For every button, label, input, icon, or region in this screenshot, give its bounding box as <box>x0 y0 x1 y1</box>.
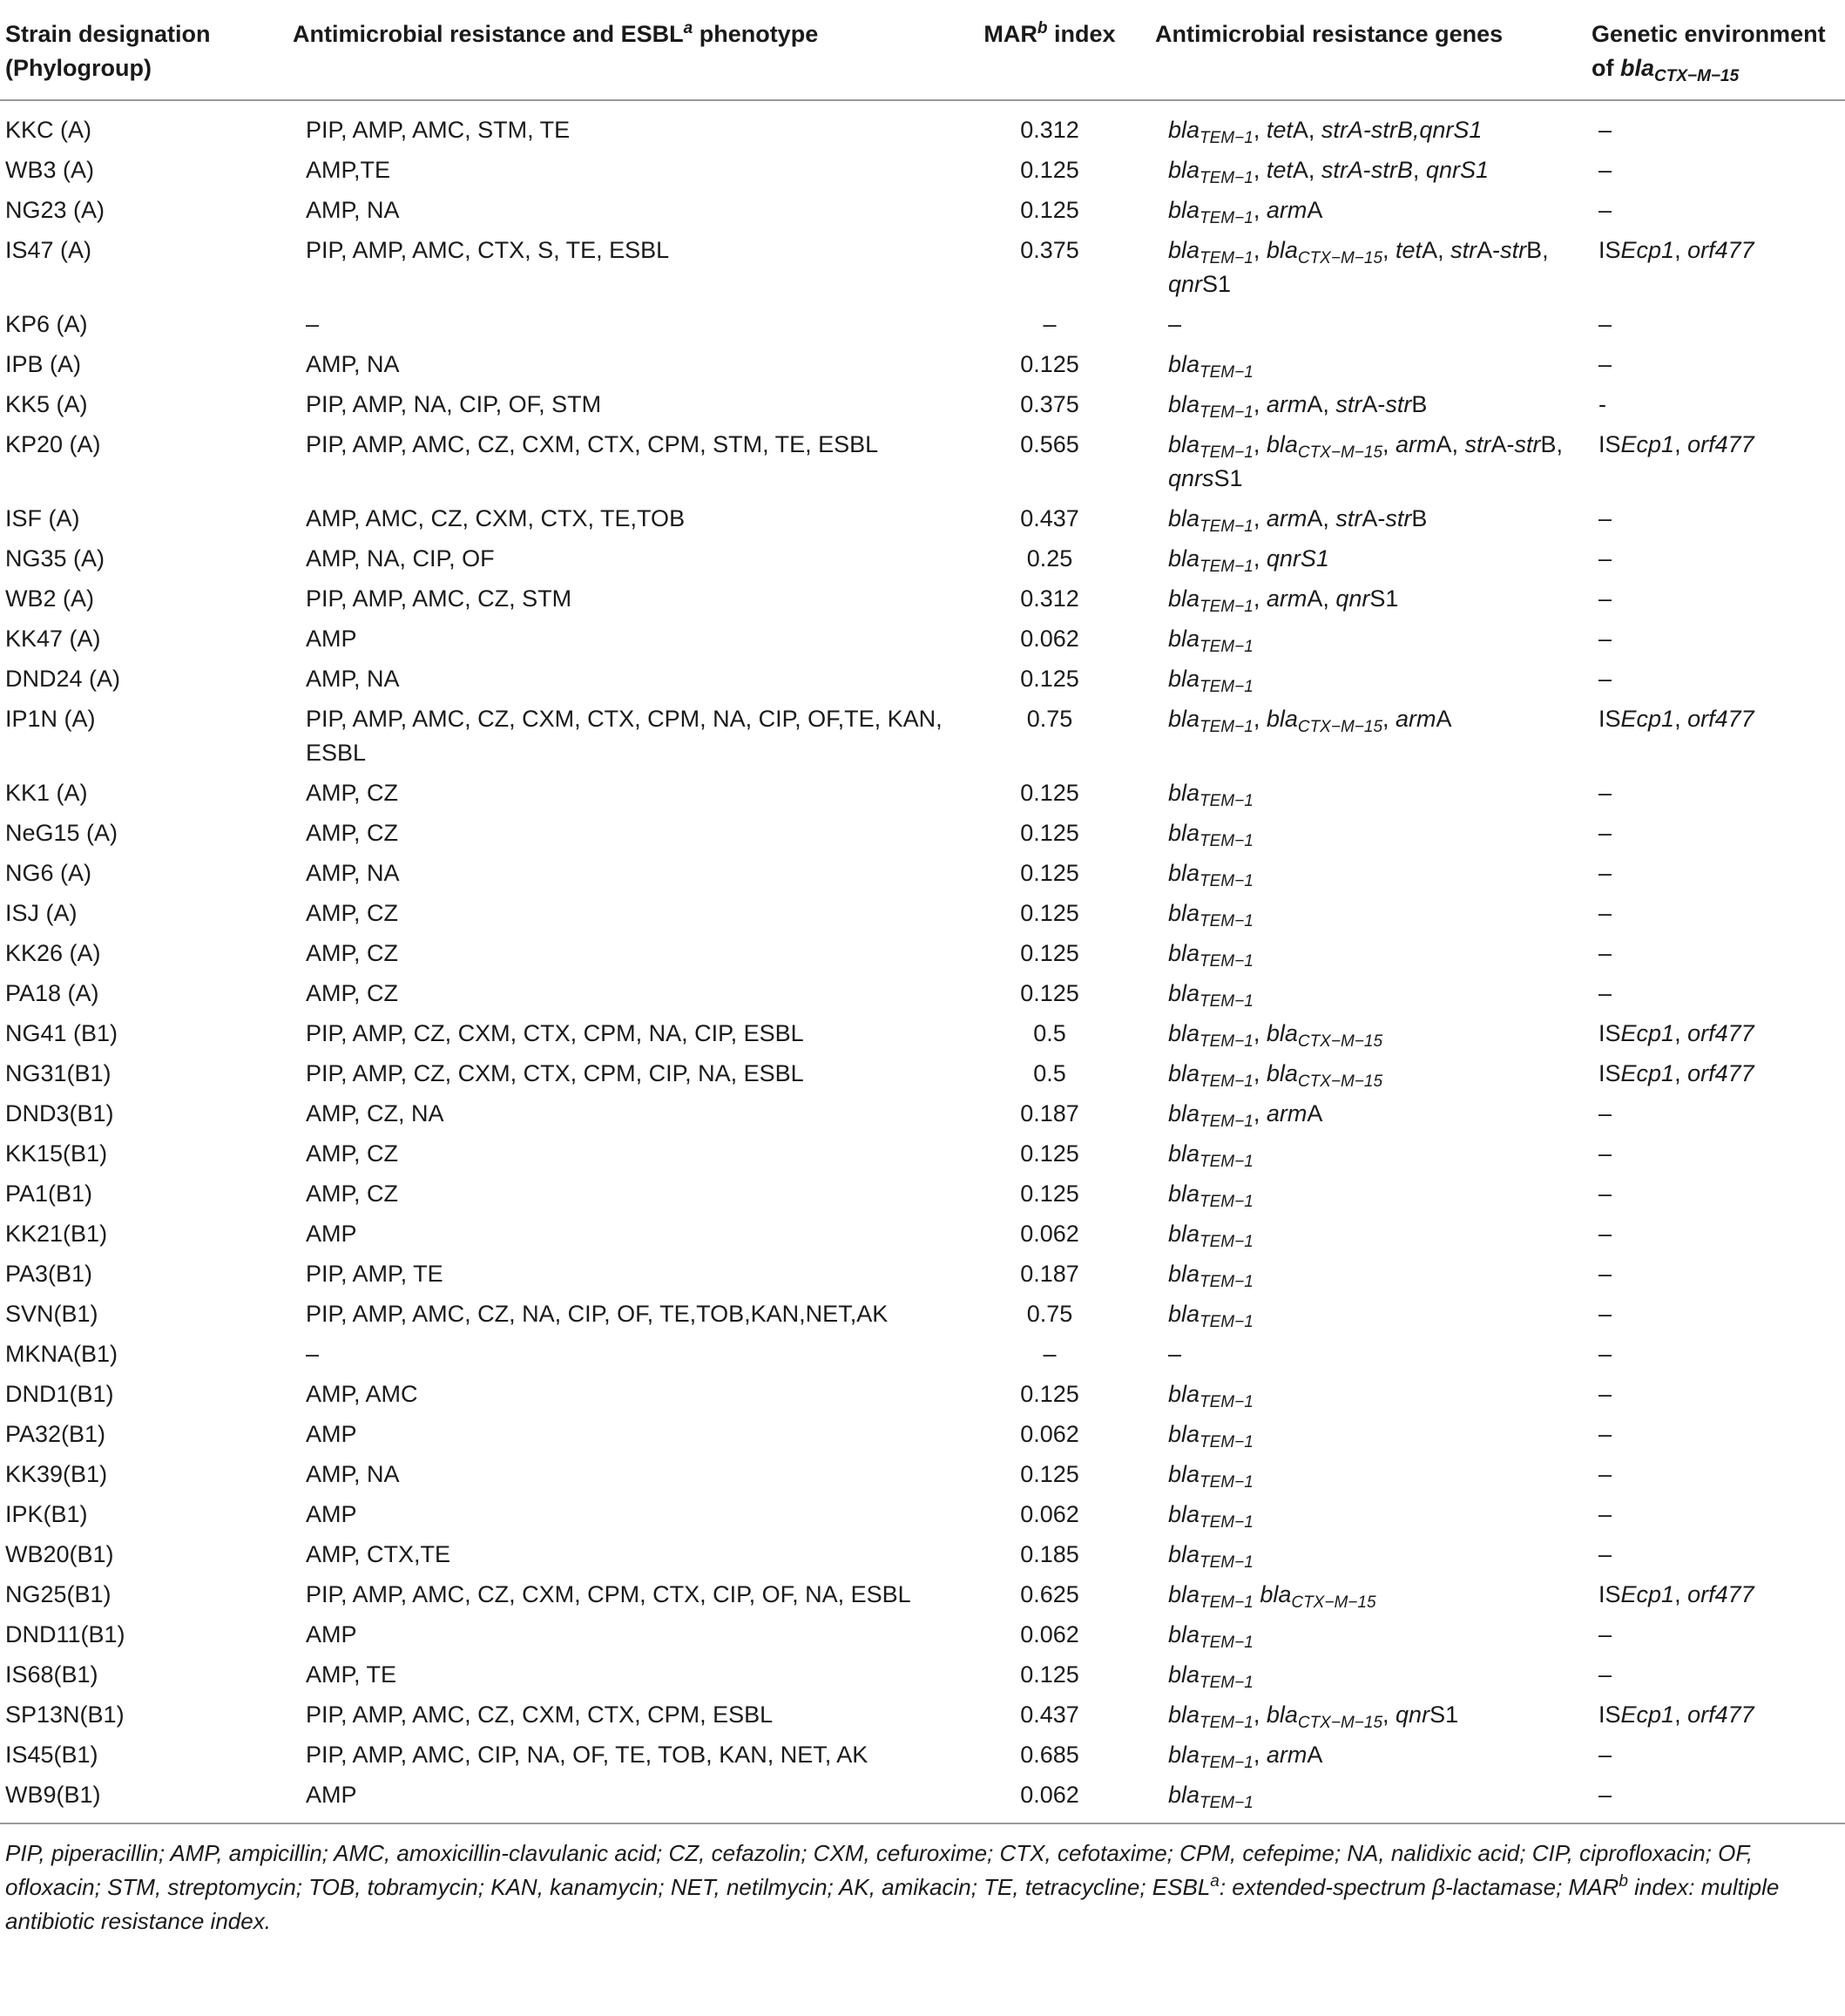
genes-cell: bla$_{TEM-1}$ <box>1168 1501 1254 1532</box>
table-row <box>0 1495 1845 1535</box>
strain-cell: IS45(B1) <box>5 1742 98 1768</box>
genetic-environment-cell: – <box>1598 1501 1612 1527</box>
genes-cell: bla$_{TEM-1}$, bla$_{CTX-M-15}$ <box>1168 1060 1383 1091</box>
phenotype-cell: AMP, CZ <box>306 900 399 926</box>
genetic-environment-cell: – <box>1598 1461 1612 1487</box>
mar-index-cell: 0.75 <box>1026 706 1073 732</box>
strain-cell: MKNA(B1) <box>5 1341 118 1367</box>
mar-index-cell: 0.125 <box>1020 820 1079 846</box>
mar-index-cell: 0.125 <box>1020 197 1079 223</box>
strain-cell: WB20(B1) <box>5 1541 114 1567</box>
table-row <box>0 934 1845 974</box>
genetic-environment-cell: – <box>1598 1221 1612 1247</box>
table-row <box>0 1776 1845 1816</box>
strain-cell: PA3(B1) <box>5 1261 93 1287</box>
table-row <box>0 894 1845 934</box>
genetic-environment-cell: – <box>1598 311 1612 337</box>
genes-cell: bla$_{TEM-1}$ <box>1168 1301 1254 1331</box>
genes-cell: bla$_{TEM-1}$, bla$_{CTX-M-15}$, armA <box>1168 706 1452 736</box>
table-row <box>0 305 1845 345</box>
phenotype-cell: PIP, AMP, AMC, CZ, CXM, CTX, CPM, ESBL <box>306 1701 774 1728</box>
strain-cell: KK47 (A) <box>5 626 101 652</box>
phenotype-cell: AMP, NA <box>306 1461 400 1487</box>
phenotype-cell: AMP, CZ <box>306 940 399 966</box>
mar-index-cell: 0.187 <box>1020 1261 1079 1287</box>
genetic-environment-cell: ISEcp1, orf477 <box>1598 1020 1754 1046</box>
genes-cell: bla$_{TEM-1}$, bla$_{CTX-M-15}$, tetA, strA-strB, qnrS1 <box>1168 237 1549 297</box>
phenotype-cell: AMP, NA <box>306 666 400 692</box>
genetic-environment-cell: – <box>1598 1341 1612 1367</box>
header-genetic-environment: Genetic environment of bla$_{CTX-M-15}$ <box>1586 0 1845 100</box>
mar-index-cell: 0.125 <box>1020 860 1079 886</box>
mar-index-cell: – <box>1043 311 1057 337</box>
phenotype-cell: PIP, AMP, CZ, CXM, CTX, CPM, NA, CIP, ESBL <box>306 1020 804 1046</box>
header-strain: Strain designation (Phylogroup) <box>0 0 287 100</box>
genes-cell: bla$_{TEM-1}$ <box>1168 1782 1254 1812</box>
table-row <box>0 1054 1845 1094</box>
genes-cell: bla$_{TEM-1}$, armA <box>1168 1742 1323 1772</box>
genes-cell: bla$_{TEM-1}$, qnrS1 <box>1168 545 1329 576</box>
mar-index-cell: 0.5 <box>1033 1020 1066 1046</box>
table-row <box>0 425 1845 499</box>
genetic-environment-cell: ISEcp1, orf477 <box>1598 431 1754 457</box>
mar-index-cell: 0.125 <box>1020 900 1079 926</box>
table-row <box>0 1014 1845 1054</box>
mar-index-cell: 0.125 <box>1020 351 1079 377</box>
genes-cell: bla$_{TEM-1}$ bla$_{CTX-M-15}$ <box>1168 1581 1376 1612</box>
phenotype-cell: AMP, CZ <box>306 780 399 806</box>
mar-index-cell: 0.125 <box>1020 940 1079 966</box>
genes-cell: bla$_{TEM-1}$ <box>1168 1421 1254 1451</box>
phenotype-cell: AMP <box>306 626 357 652</box>
genetic-environment-cell: – <box>1598 1301 1612 1327</box>
table-row <box>0 1255 1845 1295</box>
mar-index-cell: 0.125 <box>1020 157 1079 183</box>
phenotype-cell: AMP <box>306 1621 357 1647</box>
mar-index-cell: 0.062 <box>1020 1501 1079 1527</box>
phenotype-cell: PIP, AMP, AMC, CZ, CXM, CTX, CPM, NA, CIP, OF,TE, KAN, ESBL <box>306 706 943 766</box>
genetic-environment-cell: – <box>1598 626 1612 652</box>
table-row <box>0 1094 1845 1134</box>
table-row <box>0 579 1845 619</box>
genes-cell: bla$_{TEM-1}$ <box>1168 1661 1254 1692</box>
phenotype-cell: AMP, NA <box>306 860 400 886</box>
strain-cell: IS68(B1) <box>5 1661 98 1688</box>
phenotype-cell: AMP <box>306 1501 357 1527</box>
mar-index-cell: 0.125 <box>1020 1181 1079 1207</box>
genetic-environment-cell: – <box>1598 980 1612 1006</box>
phenotype-cell: AMP, NA <box>306 351 400 377</box>
genes-cell: bla$_{TEM-1}$ <box>1168 666 1254 696</box>
strain-cell: KK21(B1) <box>5 1221 108 1247</box>
mar-index-cell: 0.625 <box>1020 1581 1079 1607</box>
genes-cell: bla$_{TEM-1}$, bla$_{CTX-M-15}$, qnrS1 <box>1168 1701 1459 1732</box>
mar-index-cell: 0.125 <box>1020 1461 1079 1487</box>
table-row <box>0 191 1845 231</box>
table-row <box>0 151 1845 191</box>
mar-index-cell: 0.062 <box>1020 1221 1079 1247</box>
strain-cell: IPK(B1) <box>5 1501 88 1527</box>
table-row <box>0 345 1845 385</box>
mar-index-cell: 0.5 <box>1033 1060 1066 1086</box>
mar-index-cell: 0.125 <box>1020 1381 1079 1407</box>
genetic-environment-cell: – <box>1598 900 1612 926</box>
table-row <box>0 1134 1845 1174</box>
strain-cell: ISF (A) <box>5 505 80 531</box>
strain-cell: DND1(B1) <box>5 1381 114 1407</box>
strain-cell: SP13N(B1) <box>5 1701 125 1728</box>
genetic-environment-cell: – <box>1598 1541 1612 1567</box>
mar-index-cell: 0.187 <box>1020 1100 1079 1126</box>
strain-cell: NeG15 (A) <box>5 820 118 846</box>
genes-cell: bla$_{TEM-1}$, bla$_{CTX-M-15}$, armA, strA-strB, qnrsS1 <box>1168 431 1564 491</box>
table-row <box>0 854 1845 894</box>
table-header <box>0 0 1845 100</box>
strain-cell: PA32(B1) <box>5 1421 106 1447</box>
mar-index-cell: 0.062 <box>1020 1621 1079 1647</box>
genes-cell: bla$_{TEM-1}$, armA, strA-strB <box>1168 505 1428 536</box>
strain-cell: NG35 (A) <box>5 545 105 572</box>
table-row <box>0 1735 1845 1776</box>
phenotype-cell: AMP <box>306 1421 357 1447</box>
strain-cell: PA1(B1) <box>5 1181 93 1207</box>
genes-cell: – <box>1168 1341 1182 1367</box>
genetic-environment-cell: – <box>1598 197 1612 223</box>
genetic-environment-cell: – <box>1598 1261 1612 1287</box>
genetic-environment-cell: ISEcp1, orf477 <box>1598 706 1754 732</box>
genetic-environment-cell: – <box>1598 1661 1612 1688</box>
phenotype-cell: PIP, AMP, AMC, STM, TE <box>306 117 571 143</box>
phenotype-cell: PIP, AMP, AMC, CZ, NA, CIP, OF, TE,TOB,KAN,NET,AK <box>306 1301 889 1327</box>
genetic-environment-cell: ISEcp1, orf477 <box>1598 1701 1754 1728</box>
genes-cell: bla$_{TEM-1}$, tetA, strA-strB, qnrS1 <box>1168 157 1489 187</box>
phenotype-cell: AMP <box>306 1782 357 1808</box>
genetic-environment-cell: – <box>1598 780 1612 806</box>
mar-index-cell: – <box>1043 1341 1057 1367</box>
genes-cell: bla$_{TEM-1}$, tetA, strA-strB,qnrS1 <box>1168 117 1483 147</box>
phenotype-cell: AMP, CZ <box>306 1140 399 1167</box>
phenotype-cell: AMP, CZ, NA <box>306 1100 444 1126</box>
genes-cell: bla$_{TEM-1}$ <box>1168 1541 1254 1572</box>
header-phenotype: Antimicrobial resistance and ESBL$^a$ phenotype <box>287 0 950 100</box>
genetic-environment-cell: – <box>1598 666 1612 692</box>
genes-cell: bla$_{TEM-1}$ <box>1168 1461 1254 1492</box>
mar-index-cell: 0.185 <box>1020 1541 1079 1567</box>
genetic-environment-cell: – <box>1598 1181 1612 1207</box>
genetic-environment-cell: – <box>1598 545 1612 572</box>
strain-cell: NG41 (B1) <box>5 1020 118 1046</box>
genes-cell: bla$_{TEM-1}$, armA <box>1168 197 1323 227</box>
phenotype-cell: AMP, CZ <box>306 980 399 1006</box>
table-row <box>0 1455 1845 1495</box>
strain-cell: KK5 (A) <box>5 391 88 417</box>
table-row <box>0 1375 1845 1415</box>
mar-index-cell: 0.75 <box>1026 1301 1073 1327</box>
mar-index-cell: 0.125 <box>1020 1140 1079 1167</box>
genetic-environment-cell: – <box>1598 860 1612 886</box>
phenotype-cell: PIP, AMP, AMC, CZ, CXM, CTX, CPM, STM, TE, ESBL <box>306 431 879 457</box>
table-row <box>0 499 1845 539</box>
table-row <box>0 385 1845 425</box>
strain-cell: KP20 (A) <box>5 431 101 457</box>
phenotype-cell: AMP, CTX,TE <box>306 1541 451 1567</box>
mar-index-cell: 0.125 <box>1020 1661 1079 1688</box>
phenotype-cell: AMP, AMC, CZ, CXM, CTX, TE,TOB <box>306 505 686 531</box>
table-row <box>0 619 1845 660</box>
genes-cell: bla$_{TEM-1}$, armA <box>1168 1100 1323 1131</box>
phenotype-cell: AMP,TE <box>306 157 391 183</box>
table-row <box>0 539 1845 579</box>
genes-cell: bla$_{TEM-1}$ <box>1168 1381 1254 1411</box>
table-row <box>0 774 1845 814</box>
strain-cell: IS47 (A) <box>5 237 92 263</box>
genes-cell: bla$_{TEM-1}$ <box>1168 820 1254 850</box>
table-row <box>0 814 1845 854</box>
strain-cell: WB9(B1) <box>5 1782 101 1808</box>
phenotype-cell: PIP, AMP, TE <box>306 1261 443 1287</box>
genetic-environment-cell: – <box>1598 1381 1612 1407</box>
phenotype-cell: PIP, AMP, AMC, CZ, STM <box>306 585 572 612</box>
table-row <box>0 1695 1845 1735</box>
phenotype-cell: AMP, AMC <box>306 1381 418 1407</box>
mar-index-cell: 0.312 <box>1020 585 1079 612</box>
genetic-environment-cell: – <box>1598 1621 1612 1647</box>
table-row <box>0 1415 1845 1455</box>
genes-cell: bla$_{TEM-1}$, armA, qnrS1 <box>1168 585 1399 616</box>
genetic-environment-cell: - <box>1598 391 1606 417</box>
table-row <box>0 1295 1845 1335</box>
mar-index-cell: 0.437 <box>1020 1701 1079 1728</box>
mar-index-cell: 0.375 <box>1020 391 1079 417</box>
strain-cell: KK15(B1) <box>5 1140 108 1167</box>
genes-cell: bla$_{TEM-1}$ <box>1168 900 1254 930</box>
mar-index-cell: 0.125 <box>1020 666 1079 692</box>
table-footnote: PIP, piperacillin; AMP, ampicillin; AMC, amoxicillin-clavulanic acid; CZ, cefazolin; CXM, cefuroxime; CTX, cefotaxime; CPM, cefepime; NA, nalidixic acid; CIP, ciprofloxacin; OF, ofloxacin; STM, streptomycin; TOB, tobramycin; KAN, kanamycin; NET, netilmycin; AK, amikacin; TE, tetracycline; ESBL$^a$: extended-spectrum β-lactamase; MAR$^b$ index: multiple antibiotic resistance index. <box>0 1823 1845 1938</box>
phenotype-cell: – <box>306 311 320 337</box>
genetic-environment-cell: ISEcp1, orf477 <box>1598 1581 1754 1607</box>
strain-cell: NG23 (A) <box>5 197 105 223</box>
strain-cell: DND24 (A) <box>5 666 121 692</box>
phenotype-cell: AMP, TE <box>306 1661 397 1688</box>
genes-cell: bla$_{TEM-1}$ <box>1168 1261 1254 1291</box>
table-row <box>0 700 1845 774</box>
genes-cell: bla$_{TEM-1}$, bla$_{CTX-M-15}$ <box>1168 1020 1383 1051</box>
mar-index-cell: 0.125 <box>1020 980 1079 1006</box>
table-row <box>0 1655 1845 1695</box>
strain-cell: NG25(B1) <box>5 1581 112 1607</box>
phenotype-cell: AMP, CZ <box>306 1181 399 1207</box>
header-mar-index: MAR$^b$ index <box>950 0 1150 100</box>
genetic-environment-cell: – <box>1598 1742 1612 1768</box>
genetic-environment-cell: – <box>1598 351 1612 377</box>
phenotype-cell: PIP, AMP, AMC, CZ, CXM, CPM, CTX, CIP, OF, NA, ESBL <box>306 1581 911 1607</box>
genes-cell: bla$_{TEM-1}$ <box>1168 1221 1254 1251</box>
genetic-environment-cell: – <box>1598 117 1612 143</box>
table-body <box>0 100 1845 1816</box>
table-row <box>0 1335 1845 1375</box>
mar-index-cell: 0.062 <box>1020 1782 1079 1808</box>
phenotype-cell: PIP, AMP, CZ, CXM, CTX, CPM, CIP, NA, ESBL <box>306 1060 804 1086</box>
genetic-environment-cell: – <box>1598 157 1612 183</box>
genetic-environment-cell: – <box>1598 1100 1612 1126</box>
table-row <box>0 660 1845 700</box>
strain-cell: ISJ (A) <box>5 900 78 926</box>
mar-index-cell: 0.685 <box>1020 1742 1079 1768</box>
table-row <box>0 1214 1845 1255</box>
strain-cell: KK1 (A) <box>5 780 88 806</box>
genes-cell: – <box>1168 311 1182 337</box>
strain-cell: KK39(B1) <box>5 1461 108 1487</box>
genetic-environment-cell: – <box>1598 585 1612 612</box>
mar-index-cell: 0.062 <box>1020 626 1079 652</box>
phenotype-cell: AMP, CZ <box>306 820 399 846</box>
table-row <box>0 1535 1845 1575</box>
genes-cell: bla$_{TEM-1}$ <box>1168 1140 1254 1171</box>
phenotype-cell: AMP, NA, CIP, OF <box>306 545 495 572</box>
mar-index-cell: 0.125 <box>1020 780 1079 806</box>
strain-cell: KP6 (A) <box>5 311 88 337</box>
phenotype-cell: PIP, AMP, AMC, CIP, NA, OF, TE, TOB, KAN, NET, AK <box>306 1742 868 1768</box>
genes-cell: bla$_{TEM-1}$ <box>1168 1621 1254 1652</box>
mar-index-cell: 0.062 <box>1020 1421 1079 1447</box>
phenotype-cell: – <box>306 1341 320 1367</box>
mar-index-cell: 0.312 <box>1020 117 1079 143</box>
genetic-environment-cell: ISEcp1, orf477 <box>1598 1060 1754 1086</box>
strain-cell: NG6 (A) <box>5 860 92 886</box>
strain-cell: NG31(B1) <box>5 1060 112 1086</box>
strain-cell: IPB (A) <box>5 351 82 377</box>
genetic-environment-cell: – <box>1598 1782 1612 1808</box>
phenotype-cell: AMP <box>306 1221 357 1247</box>
table-row <box>0 100 1845 151</box>
strain-cell: DND11(B1) <box>5 1621 125 1647</box>
genes-cell: bla$_{TEM-1}$ <box>1168 1181 1254 1211</box>
genes-cell: bla$_{TEM-1}$ <box>1168 351 1254 382</box>
genetic-environment-cell: – <box>1598 505 1612 531</box>
table-row <box>0 231 1845 305</box>
genetic-environment-cell: – <box>1598 940 1612 966</box>
genetic-environment-cell: – <box>1598 820 1612 846</box>
genetic-environment-cell: – <box>1598 1140 1612 1167</box>
strain-cell: WB3 (A) <box>5 157 95 183</box>
phenotype-cell: PIP, AMP, NA, CIP, OF, STM <box>306 391 602 417</box>
table-row <box>0 1575 1845 1615</box>
strain-cell: SVN(B1) <box>5 1301 98 1327</box>
strain-cell: DND3(B1) <box>5 1100 114 1126</box>
mar-index-cell: 0.437 <box>1020 505 1079 531</box>
phenotype-cell: PIP, AMP, AMC, CTX, S, TE, ESBL <box>306 237 670 263</box>
genes-cell: bla$_{TEM-1}$ <box>1168 626 1254 656</box>
genes-cell: bla$_{TEM-1}$ <box>1168 780 1254 810</box>
phenotype-cell: AMP, NA <box>306 197 400 223</box>
mar-index-cell: 0.375 <box>1020 237 1079 263</box>
table-row <box>0 1174 1845 1214</box>
strain-cell: IP1N (A) <box>5 706 96 732</box>
table-row <box>0 974 1845 1014</box>
genes-cell: bla$_{TEM-1}$, armA, strA-strB <box>1168 391 1428 422</box>
mar-index-cell: 0.565 <box>1020 431 1079 457</box>
mar-index-cell: 0.25 <box>1026 545 1073 572</box>
strain-cell: KK26 (A) <box>5 940 101 966</box>
table-row <box>0 1615 1845 1655</box>
strain-cell: KKC (A) <box>5 117 92 143</box>
strain-cell: WB2 (A) <box>5 585 95 612</box>
genes-cell: bla$_{TEM-1}$ <box>1168 940 1254 971</box>
strain-cell: PA18 (A) <box>5 980 99 1006</box>
genetic-environment-cell: – <box>1598 1421 1612 1447</box>
header-genes: Antimicrobial resistance genes <box>1150 0 1586 100</box>
genes-cell: bla$_{TEM-1}$ <box>1168 860 1254 890</box>
genes-cell: bla$_{TEM-1}$ <box>1168 980 1254 1011</box>
genetic-environment-cell: ISEcp1, orf477 <box>1598 237 1754 263</box>
